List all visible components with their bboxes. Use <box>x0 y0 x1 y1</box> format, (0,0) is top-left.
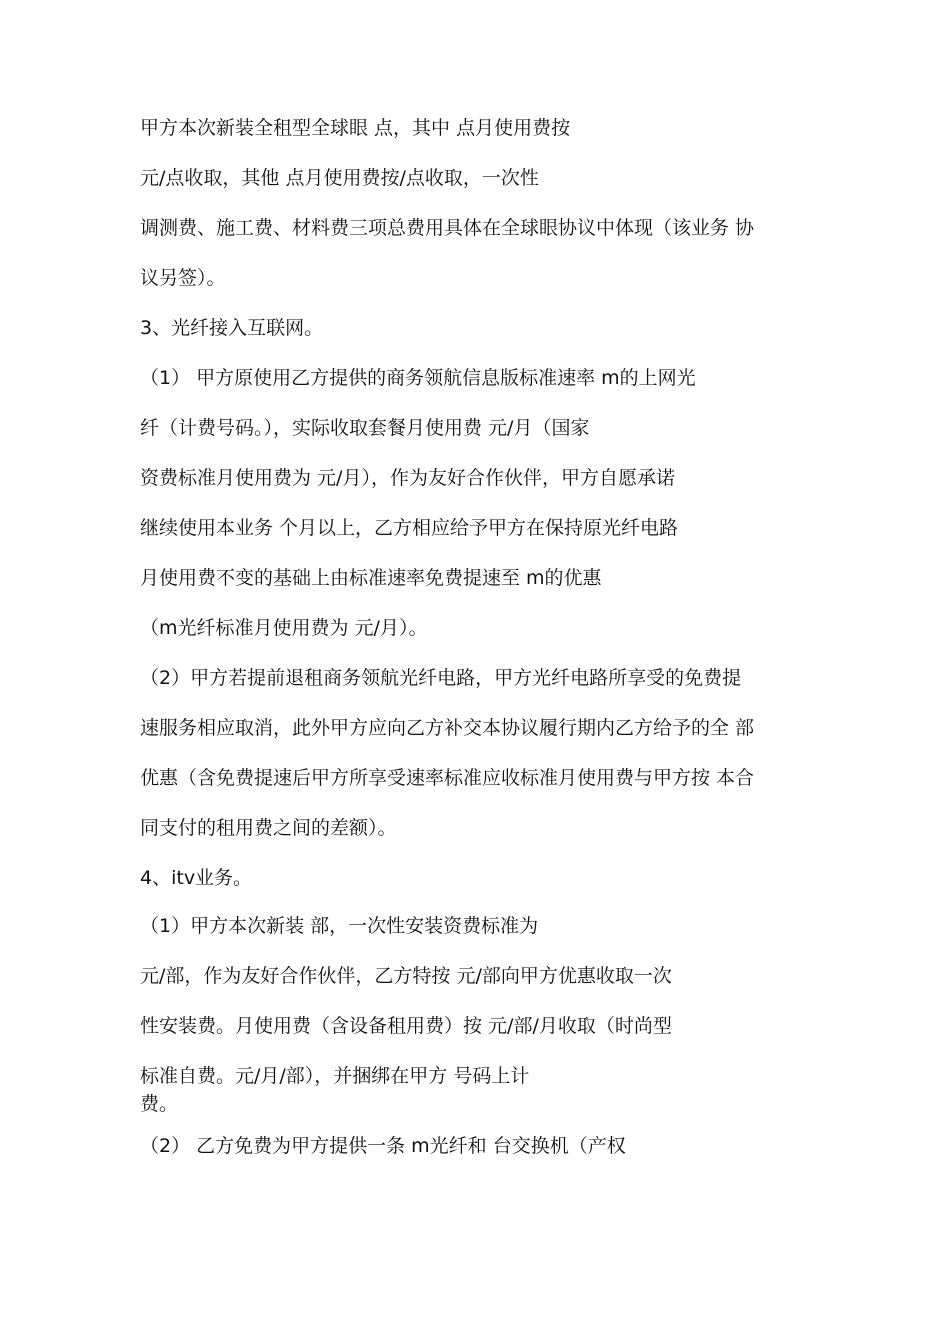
text-line: 纤（计费号码。），实际收取套餐月使用费 元/月（国家 <box>140 417 590 439</box>
text-line: 速服务相应取消，此外甲方应向乙方补交本协议履行期内乙方给予的全 部 <box>140 717 755 739</box>
text-line: 元/部，作为友好合作伙伴，乙方特按 元/部向甲方优惠收取一次 <box>140 965 672 987</box>
text-line: 同支付的租用费之间的差额）。 <box>140 817 397 839</box>
text-line: （1） 甲方原使用乙方提供的商务领航信息版标准速率 m的上网光 <box>140 367 696 389</box>
text-line: 元/点收取，其他 点月使用费按/点收取，一次性 <box>140 167 539 189</box>
text-line: （2）甲方若提前退租商务领航光纤电路，甲方光纤电路所享受的免费提 <box>140 667 742 689</box>
text-line: （2） 乙方免费为甲方提供一条 m光纤和 台交换机（产权 <box>140 1135 626 1157</box>
section-heading: 4、itv业务。 <box>140 867 253 889</box>
text-line: 性安装费。月使用费（含设备租用费）按 元/部/月收取（时尚型 <box>140 1015 672 1037</box>
text-line: 月使用费不变的基础上由标准速率免费提速至 m的优惠 <box>140 567 602 589</box>
text-line: 资费标准月使用费为 元/月），作为友好合作伙伴，甲方自愿承诺 <box>140 467 675 489</box>
text-line: 议另签）。 <box>140 267 226 289</box>
text-line: 标准自费。元/月/部），并捆绑在甲方 号码上计 <box>140 1065 530 1087</box>
text-line: 调测费、施工费、材料费三项总费用具体在全球眼协议中体现（该业务 协 <box>140 217 755 239</box>
text-line: 甲方本次新装全租型全球眼 点，其中 点月使用费按 <box>140 117 571 139</box>
text-line: 优惠（含免费提速后甲方所享受速率标准应收标准月使用费与甲方按 本合 <box>140 767 755 789</box>
text-line: （m光纤标准月使用费为 元/月）。 <box>140 617 428 639</box>
text-line: （1）甲方本次新装 部，一次性安装资费标准为 <box>140 915 539 937</box>
text-line: 继续使用本业务 个月以上，乙方相应给予甲方在保持原光纤电路 <box>140 517 679 539</box>
text-line: 费。 <box>140 1093 179 1115</box>
section-heading: 3、光纤接入互联网。 <box>140 317 324 339</box>
